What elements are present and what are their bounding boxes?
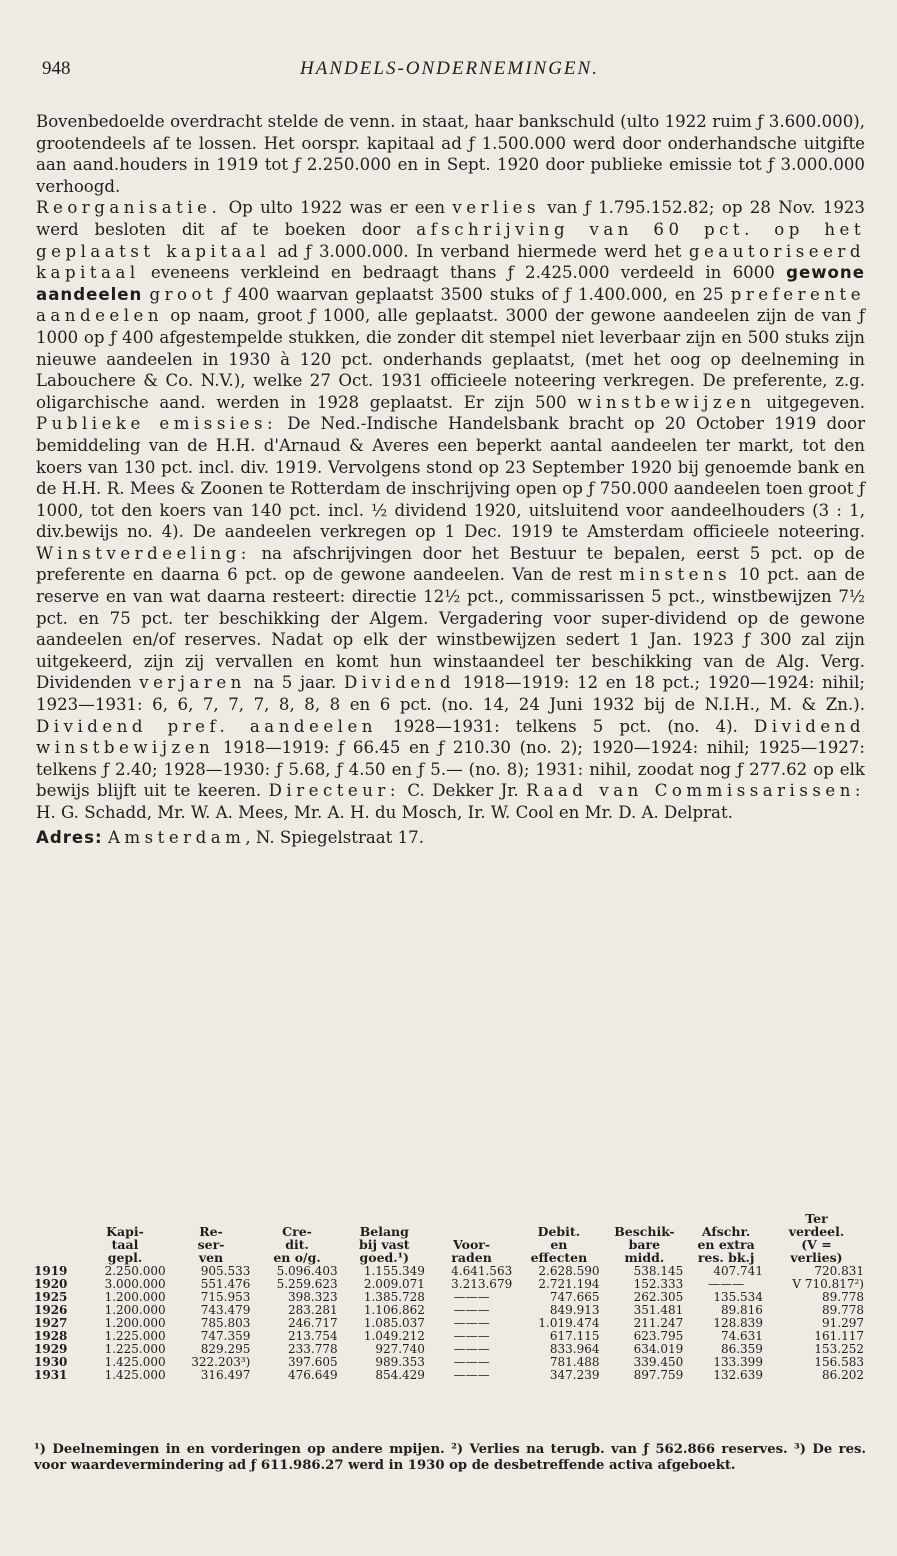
table-cell: 153.252: [814, 1342, 864, 1356]
table-cell: 634.019: [633, 1342, 684, 1356]
table-cell: 1.225.000: [104, 1342, 166, 1356]
spaced-term: groot: [149, 284, 218, 304]
table-cell: 351.481: [633, 1303, 684, 1317]
table-cell: 1.200.000: [104, 1290, 166, 1304]
spaced-term: minstens: [619, 565, 732, 585]
year-cell: 1931: [34, 1368, 68, 1382]
table-cell: 246.717: [288, 1316, 338, 1330]
column-header: Belang bij vast goed.¹): [359, 1224, 410, 1265]
column-header: [34, 1212, 81, 1265]
spaced-term: verjaren: [139, 673, 246, 693]
column-header: Ter verdeel. (V = verlies): [788, 1211, 845, 1265]
spaced-term: Raad van Commissarissen:: [526, 781, 865, 801]
table-cell: 897.759: [633, 1368, 684, 1382]
table-cell: ———: [453, 1316, 490, 1330]
spaced-term: Reorganisatie.: [36, 198, 222, 218]
table-header-row: [34, 1212, 867, 1265]
table-cell: 89.816: [720, 1303, 763, 1317]
table-cell: 1.425.000: [104, 1368, 166, 1382]
table-cell: 4.641.563: [451, 1264, 513, 1278]
table-cell: 989.353: [375, 1355, 425, 1369]
table-cell: 1.225.000: [104, 1329, 166, 1343]
table-cell: 2.721.194: [538, 1277, 600, 1291]
spaced-term: Publieke emissies:: [36, 414, 278, 434]
table-cell: ———: [453, 1329, 490, 1343]
table-cell: 2.009.071: [363, 1277, 425, 1291]
table-cell: 91.297: [822, 1316, 864, 1330]
table-cell: ———: [453, 1303, 490, 1317]
column-header: Kapi- taal gepl.: [106, 1224, 144, 1265]
year-cell: 1919: [34, 1264, 68, 1278]
table-cell: 538.145: [633, 1264, 684, 1278]
table-cell: 86.359: [720, 1342, 763, 1356]
table-cell: ———: [453, 1290, 490, 1304]
spaced-term: Dividend: [343, 673, 455, 693]
table-cell: 1.425.000: [104, 1355, 166, 1369]
table-cell: 398.323: [288, 1290, 338, 1304]
table-row: [34, 1369, 867, 1382]
address-street: , N. Spiegelstraat 17.: [245, 827, 425, 847]
spaced-term: verlies: [452, 198, 540, 218]
table-cell: 407.741: [713, 1264, 763, 1278]
table-cell: ———: [708, 1277, 745, 1291]
table-cell: 1.085.037: [363, 1316, 425, 1330]
spaced-term: Winstverdeeling:: [36, 543, 251, 563]
table-cell: 849.913: [549, 1303, 600, 1317]
column-header: Re- ser- ven: [197, 1224, 225, 1265]
table-cell: 213.754: [288, 1329, 338, 1343]
column-header: Beschik- bare midd.: [614, 1224, 675, 1265]
page-number: 948: [42, 58, 71, 79]
table-cell: 1.049.212: [363, 1329, 425, 1343]
table-cell: 316.497: [200, 1368, 251, 1382]
table-cell: 785.803: [200, 1316, 251, 1330]
table-cell: 2.628.590: [538, 1264, 600, 1278]
table-cell: 617.115: [549, 1329, 600, 1343]
footnotes: [34, 1442, 866, 1474]
table-cell: 2.250.000: [104, 1264, 166, 1278]
table-cell: 132.639: [713, 1368, 763, 1382]
running-title: HANDELS-ONDERNEMINGEN.: [300, 58, 599, 79]
table-cell: 86.202: [822, 1368, 864, 1382]
page-header: [42, 58, 857, 88]
table-cell: V 710.817²): [792, 1277, 864, 1291]
table-cell: 1.200.000: [104, 1316, 166, 1330]
table-cell: 551.476: [200, 1277, 251, 1291]
table-cell: 5.259.623: [276, 1277, 338, 1291]
table-cell: 211.247: [633, 1316, 684, 1330]
table-cell: 135.534: [713, 1290, 763, 1304]
table-cell: 781.488: [549, 1355, 600, 1369]
year-cell: 1926: [34, 1303, 68, 1317]
table-body: [34, 1265, 867, 1382]
table-cell: 152.333: [633, 1277, 684, 1291]
column-header: Debit. en effecten: [530, 1224, 588, 1265]
main-text: [36, 111, 865, 848]
table-cell: 1.019.474: [538, 1316, 600, 1330]
table-cell: 715.953: [200, 1290, 251, 1304]
year-cell: 1929: [34, 1342, 68, 1356]
address-line: [36, 827, 865, 849]
spaced-term: Dividend pref. aandeelen: [36, 716, 377, 736]
table-cell: 283.281: [288, 1303, 338, 1317]
spaced-term: geautoriseerd kapitaal: [36, 241, 865, 283]
column-header: Voor- raden: [451, 1237, 492, 1265]
table-cell: 233.778: [288, 1342, 338, 1356]
table-cell: 347.239: [549, 1368, 600, 1382]
table-cell: ———: [453, 1355, 490, 1369]
table-cell: 1.155.349: [363, 1264, 425, 1278]
column-header: Afschr. en extra res. bk.j: [697, 1224, 755, 1265]
table-cell: 156.583: [814, 1355, 864, 1369]
year-cell: 1927: [34, 1316, 68, 1330]
spaced-term: preferente aandeelen: [36, 284, 866, 326]
address-label: Adres:: [36, 827, 103, 847]
year-cell: 1928: [34, 1329, 68, 1343]
table-cell: 747.359: [200, 1329, 251, 1343]
table-cell: 397.605: [288, 1355, 338, 1369]
spaced-term: Dividend winstbewijzen: [36, 716, 865, 758]
table-cell: ———: [453, 1342, 490, 1356]
financial-table: [34, 1212, 867, 1382]
table-cell: 3.000.000: [104, 1277, 166, 1291]
bold-term: gewone aandeelen: [36, 263, 865, 304]
spaced-term: winstbewijzen: [577, 392, 756, 412]
footnote-text: ¹) Deelnemingen in en vorderingen op andere mpijen. ²) Verlies na terugb. van ƒ 562.866 reserves. ³) De res. voor waardevermindering ad ƒ 611.986.27 werd in 1930 op de desbetreffende activa afgeboekt.: [34, 1442, 866, 1473]
year-cell: 1920: [34, 1277, 68, 1291]
company-paragraph: Bovenbedoelde overdracht stelde de venn. in staat, haar bankschuld (ulto 1922 ruim ƒ 3.600.000), grootendeels af te lossen. Het oorspr. kapitaal ad ƒ 1.500.000 werd door onderhandsche uitgifte aan aand.houders in 1919 tot ƒ 2.250.000 en in Sept. 1920 door publieke emissie tot ƒ 3.000.000 verhoogd. Reorganisatie. Op ulto 1922 was er een verlies van ƒ 1.795.152.82; op 28 Nov. 1923 werd besloten dit af te boeken door afschrijving van 60 pct. op het geplaatst kapitaal ad ƒ 3.000.000. In verband hiermede werd het geautoriseerd kapitaal eveneens verkleind en bedraagt thans ƒ 2.425.000 verdeeld in 6000 gewone aandeelen groot ƒ 400 waarvan geplaatst 3500 stuks of ƒ 1.400.000, en 25 preferente aandeelen op naam, groot ƒ 1000, alle geplaatst. 3000 der gewone aandeelen zijn de van ƒ 1000 op ƒ 400 afgestempelde stukken, die zonder dit stempel niet leverbaar zijn en 500 stuks zijn nieuwe aandeelen in 1930 à 120 pct. onderhands geplaatst, (met het oog op deelneming in Labouchere & Co. N.V.), welke 27 Oct. 1931 officieele noteering verkregen. De preferente, z.g. oligarchische aand. werden in 1928 geplaatst. Er zijn 500 winstbewijzen uitgegeven. Publieke emissies: De Ned.-Indische Handelsbank bracht op 20 October 1919 door bemiddeling van de H.H. d'Arnaud & Averes een beperkt aantal aandeelen ter markt, tot den koers van 130 pct. incl. div. 1919. Vervolgens stond op 23 September 1920 bij genoemde bank en de H.H. R. Mees & Zoonen te Rotterdam de inschrijving open op ƒ 750.000 aandeelen toen groot ƒ 1000, tot den koers van 140 pct. incl. ½ dividend 1920, uitsluitend voor aandeelhouders (3 : 1, div.bewijs no. 4). De aandeelen verkregen op 1 Dec. 1919 te Amsterdam officieele noteering. Winstverdeeling: na afschrijvingen door het Bestuur te bepalen, eerst 5 pct. op de preferente en daarna 6 pct. op de gewone aandeelen. Van de rest minstens 10 pct. aan de reserve en van wat daarna resteert: directie 12½ pct., commissarissen 5 pct., winstbewijzen 7½ pct. en 75 pct. ter beschikking der Algem. Vergadering voor super-dividend op de gewone aandeelen en/of reserves. Nadat op elk der winstbewijzen sedert 1 Jan. 1923 ƒ 300 zal zijn uitgekeerd, zijn zij vervallen en komt hun winstaandeel ter beschikking van de Alg. Verg. Dividenden verjaren na 5 jaar. Dividend 1918—1919: 12 en 18 pct.; 1920—1924: nihil; 1923—1931: 6, 6, 7, 7, 7, 8, 8, 8 en 6 pct. (no. 14, 24 Juni 1932 bij de N.I.H., M. & Zn.). Dividend pref. aandeelen 1928—1931: telkens 5 pct. (no. 4). Dividend winstbewijzen 1918—1919: ƒ 66.45 en ƒ 210.30 (no. 2); 1920—1924: nihil; 1925—1927: telkens ƒ 2.40; 1928—1930: ƒ 5.68, ƒ 4.50 en ƒ 5.— (no. 8); 1931: nihil, zoodat nog ƒ 277.62 op elk bewijs blijft uit te keeren. Directeur: C. Dekker Jr. Raad van Commissarissen: H. G. Schadd, Mr. W. A. Mees, Mr. A. H. du Mosch, Ir. W. Cool en Mr. D. A. Delprat.: [36, 112, 866, 822]
table-cell: ———: [453, 1368, 490, 1382]
table-cell: 89.778: [822, 1290, 864, 1304]
table-cell: 720.831: [814, 1264, 864, 1278]
table-cell: 476.649: [288, 1368, 338, 1382]
table-cell: 262.305: [633, 1290, 684, 1304]
table-cell: 829.295: [200, 1342, 251, 1356]
table-cell: 161.117: [814, 1329, 864, 1343]
table-cell: 747.665: [549, 1290, 600, 1304]
table-cell: 1.200.000: [104, 1303, 166, 1317]
year-cell: 1925: [34, 1290, 68, 1304]
table-cell: 89.778: [822, 1303, 864, 1317]
table-cell: 128.839: [713, 1316, 763, 1330]
spaced-term: Directeur:: [268, 781, 400, 801]
spaced-term: afschrijving van 60 pct. op het geplaatst kapitaal: [36, 219, 865, 261]
table-cell: 3.213.679: [451, 1277, 513, 1291]
table-cell: 133.399: [713, 1355, 763, 1369]
table-cell: 623.795: [633, 1329, 684, 1343]
table-cell: 339.450: [633, 1355, 684, 1369]
table-cell: 833.964: [549, 1342, 600, 1356]
table-cell: 743.479: [200, 1303, 251, 1317]
table-cell: 1.106.862: [363, 1303, 425, 1317]
table-cell: 322.203³): [191, 1355, 251, 1369]
table-cell: 854.429: [375, 1368, 425, 1382]
table-cell: 927.740: [375, 1342, 425, 1356]
address-city: Amsterdam: [107, 827, 246, 847]
year-cell: 1930: [34, 1355, 68, 1369]
table-cell: 1.385.728: [363, 1290, 425, 1304]
column-header: Cre- dit. en o/g.: [273, 1224, 321, 1265]
table-cell: 905.533: [200, 1264, 251, 1278]
table-cell: 5.096.403: [276, 1264, 338, 1278]
table-cell: 74.631: [720, 1329, 763, 1343]
